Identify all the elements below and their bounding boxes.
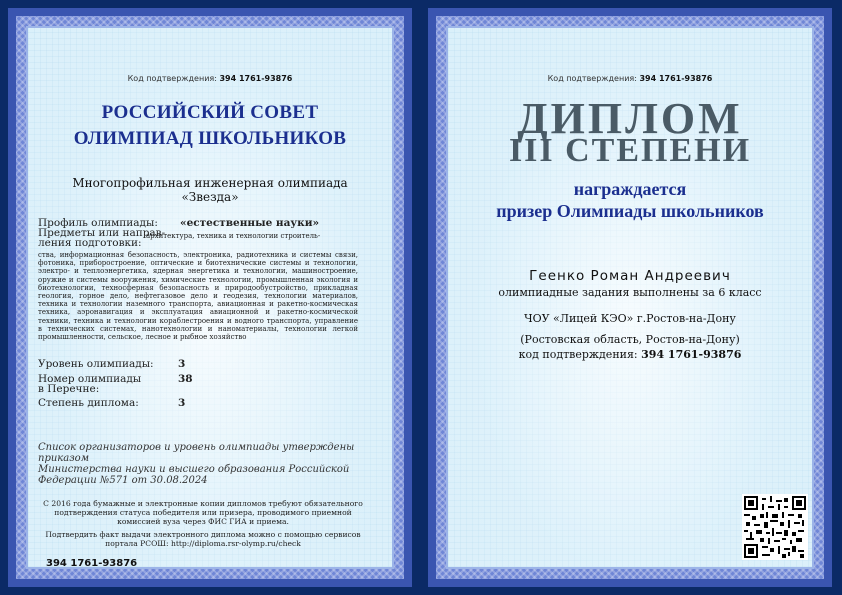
profile-value: «естественные науки» (180, 217, 320, 229)
level-value: 3 (178, 358, 186, 370)
confirm-label: код подтверждения: (518, 348, 638, 361)
left-page-content (26, 26, 394, 569)
verification-code-line (28, 74, 392, 83)
olympiad-name (28, 176, 392, 204)
degree-label: Степень диплома: (38, 397, 139, 409)
notice-text: С 2016 года бумажные и электронные копии дипломов требуют обязательного подтверждения статуса победителя или призера, проводимого приемной комиссией вуза через ФИС ГИА и приема. (43, 499, 363, 526)
council-title-line2: ОЛИМПИАД ШКОЛЬНИКОВ (73, 128, 347, 149)
council-title (28, 100, 392, 152)
confirm-value: 394 1761-93876 (641, 348, 742, 361)
region-line: (Ростовская область, Ростов-на-Дону) (520, 333, 740, 346)
subjects-label-line2: ления подготовки: (38, 237, 142, 249)
level-label: Уровень олимпиады: (38, 358, 154, 370)
bottom-code: 394 1761-93876 (46, 558, 138, 569)
subjects-label-line1: Предметы или направ- (38, 227, 166, 239)
winner-label: призер Олимпиады школьников (496, 201, 764, 221)
grade-line: олимпиадные задания выполнены за 6 класс (498, 286, 762, 299)
ornamental-border (16, 16, 404, 579)
number-value: 38 (178, 373, 193, 385)
code-value: 394 1761-93876 (219, 74, 293, 83)
qr-code-icon (742, 494, 808, 560)
confirm-line (448, 348, 812, 362)
school-line: ЧОУ «Лицей КЭО» г.Ростов-на-Дону (524, 312, 736, 325)
diploma-title: ДИПЛОМ (517, 94, 743, 143)
subjects-first-line: архитектура, техника и технологии строитель- (146, 232, 321, 240)
student-name: Геенко Роман Андреевич (529, 268, 731, 284)
number-label-line1: Номер олимпиады (38, 373, 142, 385)
olympiad-name-line2: «Звезда» (181, 190, 239, 204)
code-label-right: Код подтверждения: (547, 74, 637, 83)
right-page-content (446, 26, 814, 569)
profile-label: Профиль олимпиады: (38, 217, 158, 229)
code-value-right: 394 1761-93876 (639, 74, 713, 83)
check-service-text: Подтвердить факт выдачи электронного диплома можно с помощью сервисов портала РСОШ: http://diploma.rsr-olymp.ru/check (45, 530, 361, 548)
verification-code-line-right (448, 74, 812, 83)
council-title-line1: РОССИЙСКИЙ СОВЕТ (101, 102, 319, 123)
ornamental-border-right (436, 16, 824, 579)
number-label-line2: в Перечне: (38, 383, 100, 395)
diploma-right-page (428, 8, 832, 587)
olympiad-name-line1: Многопрофильная инженерная олимпиада (72, 176, 348, 190)
diploma-left-page (8, 8, 412, 587)
diploma-degree-title: III СТЕПЕНИ (508, 132, 752, 169)
degree-value: 3 (178, 397, 186, 409)
awarded-label: награждается (573, 179, 687, 199)
order-text-line2: Министерства науки и высшего образования Российской Федерации №571 от 30.08.2024 (38, 464, 350, 486)
order-text (38, 442, 368, 486)
order-text-line1: Список организаторов и уровень олимпиады утверждены приказом (38, 442, 355, 464)
code-label: Код подтверждения: (127, 74, 217, 83)
number-label (38, 374, 141, 394)
subjects-text: ства, информационная безопасность, электроника, радиотехника и системы связи, фотоника, приборостроение, оптические и биотехнические системы и технологии, электро- и теплоэнергетика, ядерная энергетика и технологии, машиностроение, оружие и системы вооружения, химические технологии, промышленная экология и биотехнологии, техносферная безопасность и природообустройство, прикладная геология, горное дело, нефтегазовое дело и геодезия, технологии материалов, техника и технологии наземного транспорта, авиационная и ракетно-космическая техника, аэронавигация и эксплуатация авиационной и ракетно-космической техники, техника и технологии кораблестроения и водного транспорта, управление в технических системах, нанотехнологии и наноматериалы, технологии легкой промышленности, сельское, лесное и рыбное хозяйство (38, 251, 358, 342)
